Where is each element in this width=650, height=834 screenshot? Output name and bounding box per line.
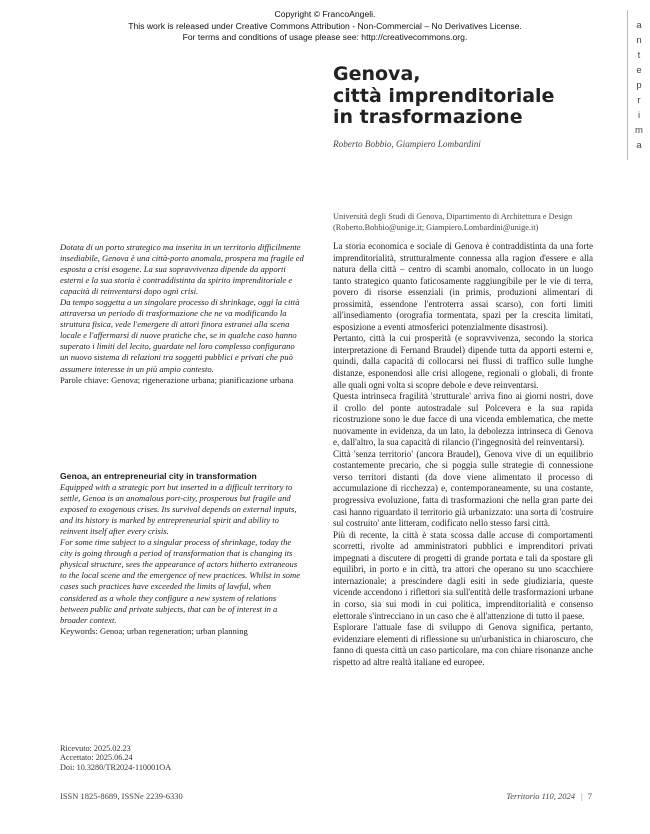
side-letter: r xyxy=(637,95,641,106)
side-letter: i xyxy=(637,110,641,121)
body-paragraph: Pertanto, città la cui prosperità (e sopravvivenza, secondo la storica interpretazione di Fernand Braudel) dipende tutta da apporti esterni e, quindi, dalla capacità di collocarsi nei flussi di traffico sulle lunghe distanze, esponendosi alle crisi allogene, regionali o globali, di fronte alle quali ogni volta si scopre debole e deve reinventarsi. xyxy=(333,333,593,390)
side-letter: a xyxy=(636,20,642,31)
page-footer xyxy=(506,791,592,801)
anteprima-label xyxy=(633,18,645,153)
body-paragraph: Più di recente, la città è stata scossa dalle accuse di comportamenti scorretti, rivolte ad amministratori pubblici e imprenditori privati impegnati a discutere di progetti di grande portata e tali da spostare gli equilibri, in porto e in città, tra attori che operano su uno scacchiere internazionale; a prescindere dagli esiti in sede giudiziaria, queste vicende accendono i riflettori sia sull'entità delle trasformazioni urbane in corso, sia sui modi in cui politica, imprenditorialità e consenso elettorale s'intrecciano in un caso che è all'attenzione di tutto il paese. xyxy=(333,529,593,621)
article-authors: Roberto Bobbio, Giampiero Lombardini xyxy=(333,139,481,149)
page-number: 7 xyxy=(587,791,592,801)
title-line: Genova, xyxy=(333,63,421,85)
license-notice xyxy=(60,9,590,44)
abstract-en-paragraph: For some time subject to a singular process of shrinkage, today the city is going through a period of transformation that is changing its physical structure, sees the appearance of actors hitherto extraneous to the local scene and the emergence of new practices. Whilst in some cases such practices have exceeded the limits of lawful, when considered as a whole they configure a new system of relations between public and private subjects, that can be of interest in a broader context. xyxy=(60,537,301,625)
abstract-en-paragraph: Equipped with a strategic port but inserted in a difficult territory to settle, Genoa is an anomalous port-city, prosperous but fragile and exposed to exogenous crises. Its survival depends on external inputs, and its history is marked by entrepreneurial spirit and ability to reinvent itself after every crisis. xyxy=(60,482,297,537)
article-dates xyxy=(60,744,171,772)
issn-footer: ISSN 1825-8689, ISSNe 2239-6330 xyxy=(60,791,183,801)
accepted-date: Accettato: 2025.06.24 xyxy=(60,753,133,763)
author-affiliation xyxy=(333,211,623,233)
anteprima-side-tab xyxy=(627,10,650,160)
side-letter: p xyxy=(636,80,642,91)
side-letter: n xyxy=(636,35,642,46)
body-paragraph: Città 'senza territorio' (ancora Braudel), Genova vive di un equilibrio costantemente precario, che si poggia sulle strategie di connessione verso territori distanti (da dove viene alimentato il processo di accumulazione di ricchezza) e, contemporaneamente, su una costante, progressiva evoluzione, fatta di trasformazioni che nella gran parte dei casi hanno riguardato il territorio già urbanizzato: una sorta di 'costruire sul costruito' ante litteram, codificato nello stesso farsi città. xyxy=(333,448,593,529)
side-letter: m xyxy=(635,125,643,136)
license-line: This work is released under Creative Commons Attribution - Non-Commercial – No Derivatives License. xyxy=(128,20,522,31)
received-date: Ricevuto: 2025.02.23 xyxy=(60,744,131,753)
affiliation-emails: (Roberto.Bobbio@unige.it; Giampiero.Lombardini@unige.it) xyxy=(333,223,539,232)
footer-separator: | xyxy=(581,791,583,801)
copyright-line: Copyright © FrancoAngeli. xyxy=(274,9,376,19)
doi: Doi: 10.3280/TR2024-110001OA xyxy=(60,762,172,772)
abstract-it-paragraph: Dotata di un porto strategico ma inserita in un territorio difficilmente insediabile, Genova è una città-porto anomala, prospera ma fragile ed esposta a crisi esogene. La sua sopravvivenza dipende da apporti esterni e la sua storia è contraddistinta da spirito imprenditoriale e capacità di reinventarsi dopo ogni crisi. xyxy=(60,242,304,297)
abstract-english xyxy=(60,471,305,637)
keywords-english: Keywords: Genoa; urban regeneration; urban planning xyxy=(60,625,248,636)
affiliation-line: Università degli Studi di Genova, Dipartimento di Architettura e Design xyxy=(333,212,573,221)
body-paragraph: Questa intrinseca fragilità 'strutturale' arriva fino ai giorni nostri, dove il crollo del ponte autostradale sul Polcevera e la sua rapida ricostruzione sono le due facce di una vicenda emblematica, che mette nuovamente in evidenza, da un lato, la debolezza intrinseca di Genova e, dall'altro, la sua capacità di rilancio (l'ingegnosità del reinventarsi). xyxy=(333,391,593,448)
keywords-italian: Parole chiave: Genova; rigenerazione urbana; pianificazione urbana xyxy=(60,374,294,385)
title-line: città imprenditoriale xyxy=(333,84,555,107)
abstract-italian xyxy=(60,242,305,386)
license-terms-line: For terms and conditions of usage please see: http://creativecommons.org. xyxy=(182,32,468,42)
article-title xyxy=(333,64,613,129)
journal-issue: Territorio 110, 2024 xyxy=(506,791,576,801)
body-paragraph: La storia economica e sociale di Genova è contraddistinta da una forte imprenditorialità, strutturalmente connessa alla ragion d'essere e alla natura della città – centro di scambi anomalo, collocato in un luogo tanto strategico quanto faticosamente raggiungibile per le vie di terra, povero di risorse essenziali (in primis, produzioni alimentari di prossimità, essendone l'entroterra assai scarso), con forti limiti all'insediamento (orografia tormentata, spazi per la crescita limitati, esposizione a eventi atmosferici potenzialmente disastrosi). xyxy=(333,241,593,332)
side-letter: a xyxy=(636,140,642,151)
side-letter: e xyxy=(636,65,642,76)
abstract-it-paragraph: Da tempo soggetta a un singolare processo di shrinkage, oggi la città attraversa un periodo di trasformazione che ne va modificando la struttura fisica, vede l'emergere di attori finora estranei alla scena locale e l'affermarsi di nuove pratiche che, se in qualche caso hanno superato i limiti del lecito, guardate nel loro complesso configurano un nuovo sistema di relazioni tra soggetti pubblici e privati che può assumere interesse in un più ampio contesto. xyxy=(60,297,300,374)
title-line: in trasformazione xyxy=(333,106,523,128)
english-title: Genoa, an entrepreneurial city in transformation xyxy=(60,471,257,481)
article-body xyxy=(333,241,593,668)
side-letter: t xyxy=(637,50,641,61)
body-paragraph: Esplorare l'attuale fase di sviluppo di Genova significa, pertanto, evidenziare elementi di riflessione su un'urbanistica in chiaroscuro, che fanno di questa città un caso particolare, ma con chiare risonanze anche rispetto ad altre realtà italiane ed europee. xyxy=(333,622,593,667)
